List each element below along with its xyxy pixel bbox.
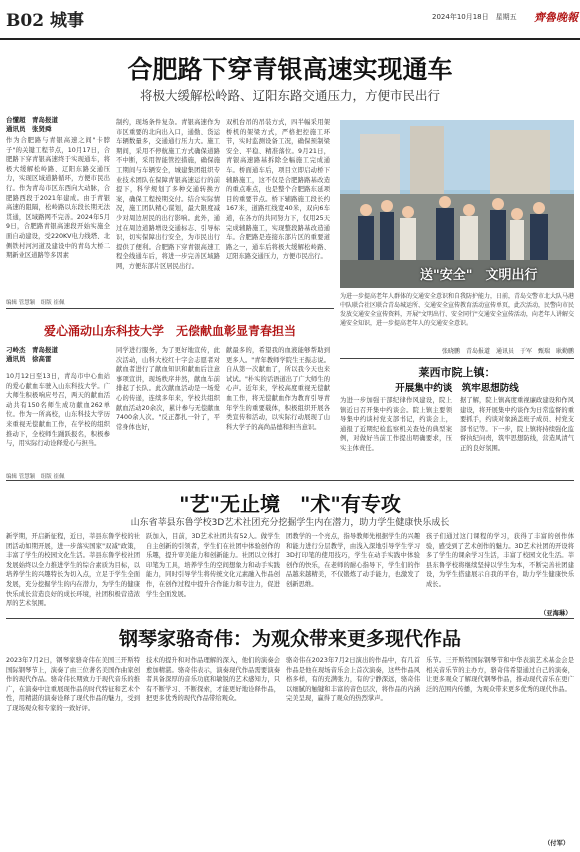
article4-subhead: 山东省莘县东鲁学校3D艺术社团充分挖掘学生内在潜力，助力学生健康快乐成长 (130, 518, 450, 528)
byline-line: 刁岭杰 青岛报道 (6, 346, 58, 354)
article1-col2: 制约，现场条件复杂。青银高速作为市区重要的北向出入口，通勤、货运车辆数量多，交通通行压力大。施工期间，采用不停航施工方式确保道路不中断，采用智能管控措施，确保施工期间与车辆安全，城建集团组织专业技术团队在保障青银高速运行的前提下，科学规划了多种交通转换方案，确保工程按期交付。结合实际情况，施工团队精心谋划，最大限度减少对周边居民的出行影响。此外，通过在周边道路增设交通标志、引导标识，切实保障出行安全，为市民出行提供了便利。合肥路下穿青银高速工程全线通车后，将进一步完善区域路网，方便东部片区居民出行。 (116, 119, 220, 270)
divider (6, 308, 334, 309)
article5-signature: （付军） (544, 840, 570, 847)
article2-headline: 爱心涌动山东科技大学 无偿献血彰显青春担当 (43, 324, 296, 338)
page-label: B02 城事 (6, 11, 84, 31)
article3-headline: 莱西市院上镇： (418, 366, 496, 379)
article2-col1: 10月12日至13日，青岛市中心血站的爱心献血车驶入山东科技大学。广大师生积极响应号召，两天的献血活动共有150名师生成功献血262单位。作为一所高校，山东科技大学历来重视无偿献血工作，在学校的组织推动下，全校师生踊跃报名，积极参与，用实际行动诠释爱心与担当。 (6, 373, 110, 448)
article3-col1: 为进一步加强干部纪律作风建设，院上镇近日召开集中约谈会。院上镇主要领导集中约谈村党支部书记，约谈会上，通报了近期纪检监察机关查处的典型案例，对做好当前工作提出明确要求，压实主体责任。 (340, 397, 452, 452)
article2-editor-line: 编辑 管慧颖 组版 崔佩 (6, 474, 65, 480)
divider (340, 358, 574, 359)
traffic-safety-photo-image (340, 120, 574, 288)
photo1-caption: 为进一步提高老年人群体的交通安全意识和自我防护能力，日前，青岛交警市北大队马港中队联合社区联合青岛城运所、交通安全宣传教育活动宣传单页，此次活动，民警向市民发放交通安全宣传资料，开展"文明出行、安全同行"交通安全宣传活动，向老年人讲解交通安全知识，进一步提高老年人的交通安全意识。 (340, 293, 574, 327)
article4-headline: "艺"无止境 "术"有专攻 (179, 492, 401, 516)
byline-line: 通讯员 徐高雷 (6, 355, 52, 363)
photo1-credit: 张晓鹏 青岛报道 通讯员 于军 甄瑞 耿勤鹏 (441, 348, 574, 355)
issue-date: 2024年10月18日 星期五 (432, 13, 517, 21)
article2-col3: 献最多的，希望我的血液能够帮助到更多人。"青年教师学院生王振志说。自从第一次献血了，所以我今天也来试试。"朴实的话语道出了广大师生的心声。近年来，学校高度重视无偿献血工作，将无偿献血作为教育引导青年学生的重要载体，积极组织开展各类宣传和活动，以实际行动展现了山科大学子的高尚品德和担当意识。 (226, 347, 330, 431)
byline-line: 台懂超 青岛报道 (6, 116, 58, 124)
article4-col4: 孩子们通过这门课程的学习，获得了丰富的创作体验，感受到了艺术创作的魅力。3D艺术社团的开设将多了学生的课余学习生活，丰富了校园文化生活。莘县东鲁学校将继续坚持以学生为本，不断完善社团建设，为学生搭建展示自我的平台，助力学生健康快乐成长。 (426, 533, 574, 588)
article3-subhead: 开展集中约谈 筑牢思想防线 (395, 383, 519, 394)
photo-banner: 送"安全" 文明出行 (420, 268, 538, 283)
masthead (0, 0, 580, 40)
article1-subhead: 将极大缓解松岭路、辽阳东路交通压力，方便市民出行 (139, 88, 440, 103)
article1-col3: 双机台吊的吊装方式，四半幅采用架桥机的架梁方式，严格把控施工环节，实时监测设备工况，确保预制梁安全、平稳、精准落位。9月21日，青银高速路基拆除全幅施工完成通车。桥面通车后，项目立即启动桥下辅路施工，这不仅是合肥路路基改造的重点难点，也是整个合肥路东延项目的重要节点。桥下辅路施工段长约167米，道路红线宽40米，双向6车道，在各方的共同努力下，仅用25天完成辅路施工，实现整段路基改造通车。合肥路是连接东部片区的重要道路之一，通车后将极大缓解松岭路、辽阳东路交通压力，方便市民出行。 (226, 119, 330, 261)
article4-col1: 新学期，开启新征程，近日，莘县东鲁学校的社团活动如期开展，进一步落实国家"双减"政策，丰富了学生的校园文化生活。莘县东鲁学校社团发展始终以全力推进学生的综合素质为目标，以培养学生的兴趣特长为切入点，立足于学生全面发展，充分挖掘学生的内在潜力，为学生的健康快乐成长营造良好的成长环境，社团积极营造浓厚的艺术氛围。 (6, 533, 140, 608)
newspaper-logo: 齊魯晚報 (534, 11, 578, 24)
byline-line: 通讯员 张贤舜 (6, 125, 52, 133)
article4-signature: （亚海琳） (540, 610, 572, 617)
article5-col4: 乐节。三开斯特国际钢琴节和中华表演艺术基金会是相关音乐节的主办方，骆奇伟希望通过自己的演奏，让更多观众了解现代钢琴作品，推动现代音乐在更广泛的范围内传播，为观众带来更多优秀的现代作品。 (426, 657, 574, 693)
article2-col2: 同学进行服务，为了更好地宣传，此次活动，山科大校红十字会志愿者对献血者进行了献血知识和献血后注意事项宣讲，现场秩序井然，献血车前排起了长队。此次献血活动是一场爱心的传递，连续多年来，学校共组织献血活动20余次，累计参与无偿献血7400余人次。"反正都扎一针了，平常身体也好， (116, 347, 220, 431)
traffic-safety-photo (340, 120, 574, 288)
article4-col3: 团教学的一个亮点，指导教师先根据学生的兴趣和能力进行分层教学，由浅入深地引导学生学习3D打印笔的使用技巧，学生在动手实践中体验创作的快乐，在老师的耐心指导下，学生们的作品越来越精美，不仅锻炼了动手能力，也激发了创新思维。 (286, 533, 420, 588)
article5-headline: 钢琴家骆奇伟：为观众带来更多现代作品 (118, 628, 461, 650)
article1-col1: 作为合肥路与青银高速之间"卡脖子"的关键工程节点，10月17日，合肥路下穿青银高速终于实现通车，将极大缓解松岭路、辽阳东路交通压力，实现区域道路循环，方便市民出行。作为青岛市区东西向大动脉，合肥路西段于2021年建成。由于青银高速的阻隔，松岭路以东段长期无法贯通，区域路网不完善。2024年5月9日，合肥路青银高速段开始实施全面自动建设，受220KV电力线塔、北侧铁村河河道及建设中的青岛大桥二期新业区道路等多因素 (6, 137, 110, 260)
article5-col3: 骆奇伟在2023年7月2日演出的作品中，有几首作品是他在现场音乐会上首次演奏，这些作品风格多样，有的充满张力，有的宁静深远，骆奇伟以细腻的触键和丰富的音色层次，将作品的内涵完美呈现，赢得了观众的热烈掌声。 (286, 657, 420, 703)
article5-col1: 2023年7月2日，钢琴家骆奇伟在美国三开斯特国际钢琴节上，演奏了由三位著名美国作曲家创作的现代作品。骆奇伟长期致力于现代音乐的推广，在演奏中注重展现作品的时代特征和艺术个性，用精湛的演奏诠释了现代作品的魅力，受到了现场观众和专家的一致好评。 (6, 657, 140, 712)
article5-col2: 技术的提升和对作品理解的深入，他们的演奏会愈加精湛。骆奇伟表示，演奏现代作品需要演奏者具备深厚的音乐功底和敏锐的艺术感知力，只有不断学习、不断探索，才能更好地诠释作品，把更多优秀的现代作品带给观众。 (146, 657, 280, 703)
article4-col2: 跃加入，目前，3D艺术社团共有52人。做学生自主创新的引领者，学生们在社团中体验创作的乐趣，提升审美能力和创新能力。社团以立体打印笔为工具，培养学生的空间想象力和动手实践能力，同时引导学生将传统文化元素融入作品创作，在创作过程中提升合作能力和专注力，促进学生全面发展。 (146, 533, 280, 598)
divider (6, 480, 574, 481)
article1-byline (6, 116, 74, 134)
article1-editor-line: 编辑 管慧颖 组版 崔佩 (6, 300, 65, 306)
article1-headline: 合肥路下穿青银高速实现通车 (127, 55, 453, 84)
article3-col2: 据了解，院上镇高度重视廉政建设和作风建设，将开展集中约谈作为日常监督的重要抓手，约谈对象涵盖班子成员、村党支部书记等。下一步，院上镇将持续强化监督执纪问责，筑牢思想防线，营造风清气正的良好氛围。 (460, 397, 574, 452)
article2-byline (6, 346, 86, 364)
divider (6, 618, 574, 619)
